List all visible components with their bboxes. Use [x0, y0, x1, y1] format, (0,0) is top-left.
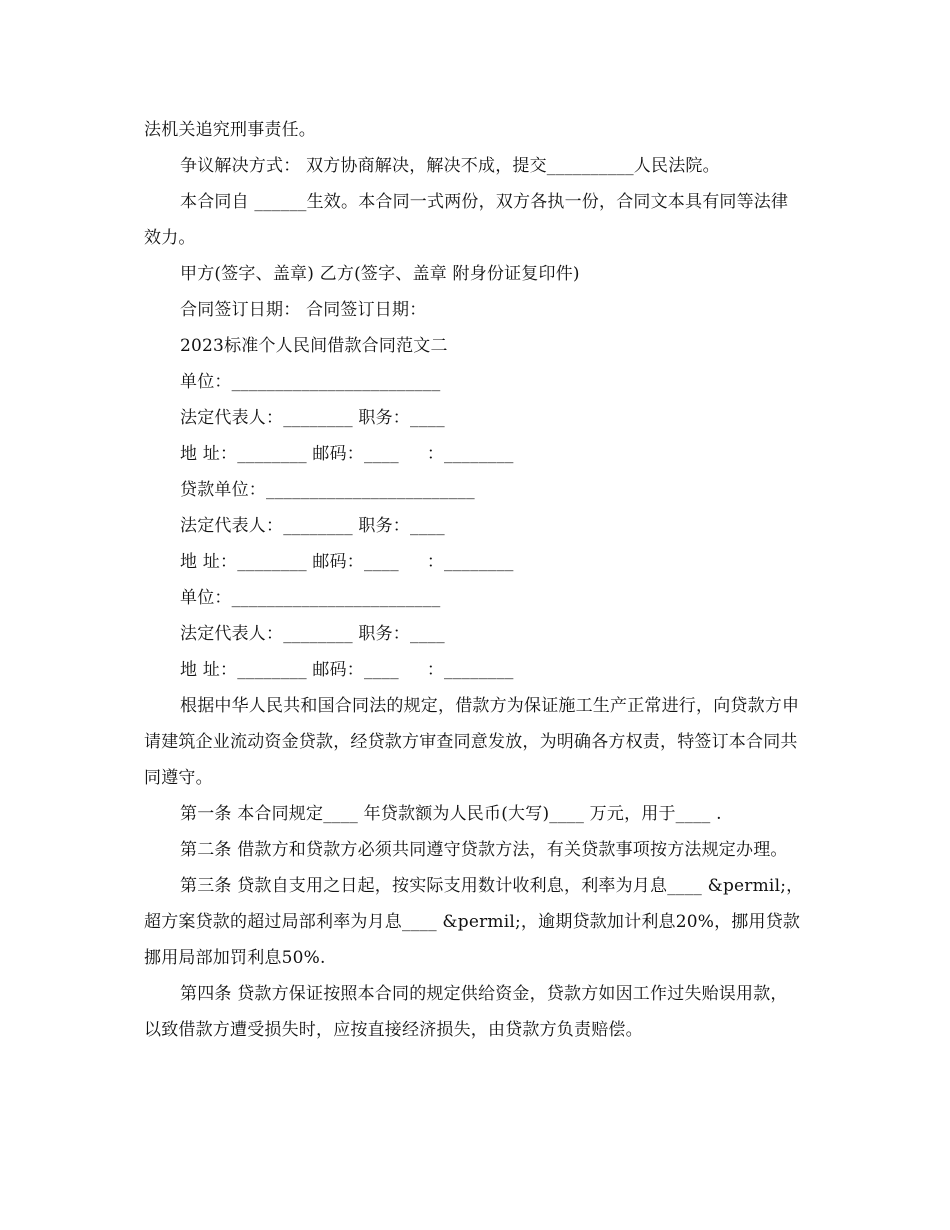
article-3: 第三条 贷款自支用之日起，按实际支用数计收利息，利率为月息____ &permil;，超方案贷款的超过局部利率为月息____ &permil;，逾期贷款加计利息20%，挪用贷款挪用局部加罚利息50%.	[144, 876, 804, 968]
paragraph-dispute-resolution: 争议解决方式： 双方协商解决，解决不成，提交__________人民法院。	[180, 156, 720, 176]
field-address: 地 址：________ 邮码：____ ：________	[180, 552, 514, 572]
article-2: 第二条 借款方和贷款方必须共同遵守贷款方法，有关贷款事项按方法规定办理。	[180, 840, 788, 860]
article-1: 第一条 本合同规定____ 年贷款额为人民币(大写)____ 万元，用于____ .	[180, 804, 722, 824]
field-legal-representative: 法定代表人：________ 职务：____	[180, 516, 445, 536]
paragraph-continuation: 法机关追究刑事责任。	[144, 120, 316, 140]
document-body	[144, 112, 804, 1048]
paragraph-effective-date: 本合同自 ______生效。本合同一式两份，双方各执一份，合同文本具有同等法律效力。	[144, 192, 789, 248]
paragraph-signatures: 甲方(签字、盖章) 乙方(签字、盖章 附身份证复印件)	[180, 264, 580, 284]
field-lender-unit: 贷款单位：________________________	[180, 480, 475, 500]
field-unit: 单位：________________________	[180, 372, 441, 392]
field-address: 地 址：________ 邮码：____ ：________	[180, 444, 514, 464]
field-address: 地 址：________ 邮码：____ ：________	[180, 660, 514, 680]
paragraph-preamble: 根据中华人民共和国合同法的规定，借款方为保证施工生产正常进行，向贷款方申请建筑企业流动资金贷款，经贷款方审查同意发放，为明确各方权责，特签订本合同共同遵守。	[144, 696, 800, 788]
field-legal-representative: 法定代表人：________ 职务：____	[180, 624, 445, 644]
paragraph-signing-dates: 合同签订日期： 合同签订日期：	[180, 300, 427, 320]
article-4: 第四条 贷款方保证按照本合同的规定供给资金，贷款方如因工作过失贻误用款，以致借款方遭受损失时，应按直接经济损失，由贷款方负责赔偿。	[144, 984, 788, 1040]
field-legal-representative: 法定代表人：________ 职务：____	[180, 408, 445, 428]
section-title: 2023标准个人民间借款合同范文二	[180, 336, 448, 356]
field-unit: 单位：________________________	[180, 588, 441, 608]
